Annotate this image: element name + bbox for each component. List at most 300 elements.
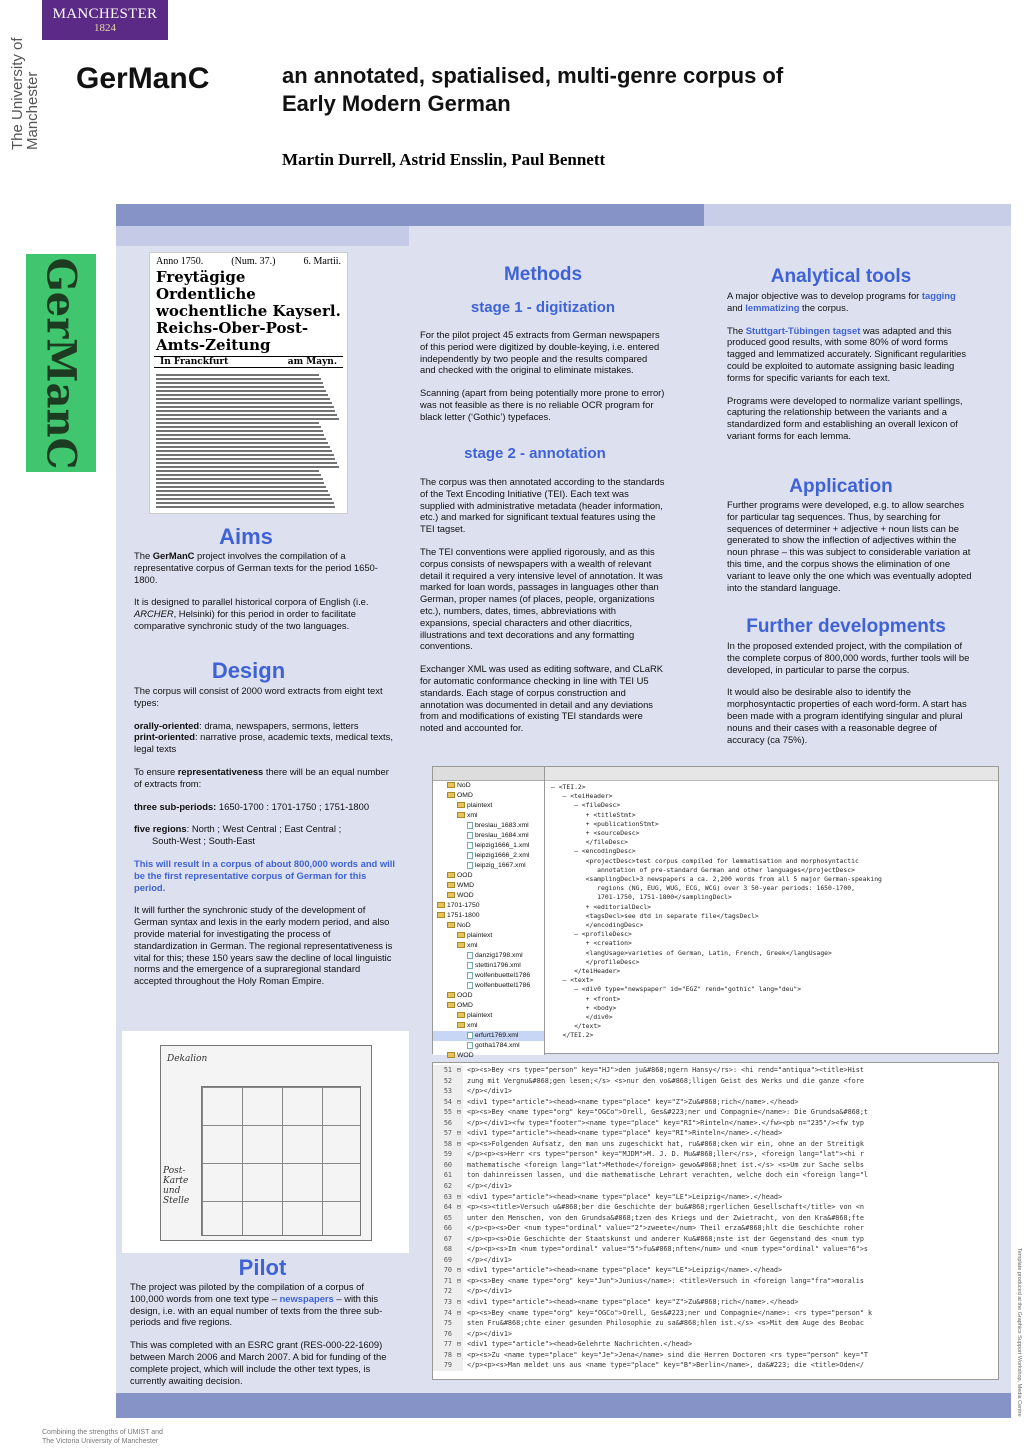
xml-line: + <creation> xyxy=(551,939,632,948)
file-icon xyxy=(467,832,473,839)
methods-heading: Methods xyxy=(503,264,583,285)
footer xyxy=(42,1428,163,1446)
folder-icon xyxy=(447,992,455,998)
file-icon xyxy=(467,982,473,989)
code-line xyxy=(433,1160,998,1171)
newspaper-line xyxy=(156,506,335,508)
line-number: 60 xyxy=(433,1160,455,1171)
tree-node-label: 1701-1750 xyxy=(447,902,480,909)
sub-band xyxy=(116,226,409,246)
folder-icon xyxy=(457,942,465,948)
tree-node-label: xml xyxy=(467,942,478,949)
fold-icon[interactable]: ⊟ xyxy=(456,1097,462,1106)
code-text: </p><p><s>Die Geschichte der Staatskunst und anderer Ku&#868;nste ist der Gegenstand des <num typ xyxy=(467,1234,864,1243)
tree-node-label: gotha1784.xml xyxy=(475,1042,520,1049)
folder-icon xyxy=(457,802,465,808)
line-number: 66 xyxy=(433,1223,455,1234)
germanc-badge xyxy=(26,254,96,472)
code-text: <div1 type="article"><head><name type="place" key="RI">Rinteln</name>.</head> xyxy=(467,1129,783,1138)
line-number: 77 xyxy=(433,1339,455,1350)
line-number: 57 xyxy=(433,1128,455,1139)
newspaper-line xyxy=(156,406,334,408)
folder-icon xyxy=(447,1002,455,1008)
tree-node-label: stettin1796.xml xyxy=(475,962,521,969)
code-line xyxy=(433,1213,998,1224)
xml-line: – <TEI.2> xyxy=(551,783,586,791)
file-icon xyxy=(467,972,473,979)
folder-icon xyxy=(457,1012,465,1018)
code-text: <p><s>Bey <rs type="person" key="HJ">den ju&#868;ngern Hansy</rs>: <hi rend="antiqua"><title>Hist xyxy=(467,1066,864,1074)
fold-icon[interactable]: ⊟ xyxy=(456,1203,462,1212)
xml-line: <projectDesc>test corpus compiled for lemmatisation and morphosyntactic xyxy=(551,856,859,865)
fold-icon[interactable]: ⊟ xyxy=(456,1108,462,1117)
newspaper-body-text xyxy=(150,368,347,514)
tree-node[interactable] xyxy=(433,1031,544,1041)
line-number: 71 xyxy=(433,1276,455,1287)
code-text: sten Fru&#868;chte einer gesunden Philosophie zu sa&#868;hlen ist.</s> <s>Mit dem Auge des Beobac xyxy=(467,1319,864,1328)
newspaper-line xyxy=(156,434,324,436)
newspaper-line xyxy=(156,450,332,452)
stage2-heading: stage 2 - annotation xyxy=(464,445,606,462)
fold-icon[interactable]: ⊟ xyxy=(456,1298,462,1307)
application-heading: Application xyxy=(789,476,893,497)
code-editor-screenshot xyxy=(432,1062,999,1380)
code-line xyxy=(433,1244,998,1255)
folder-icon xyxy=(447,882,455,888)
line-number: 51 xyxy=(433,1065,455,1076)
tree-node-label: OMD xyxy=(457,792,473,799)
fold-icon[interactable] xyxy=(455,1181,463,1192)
newspaper-line xyxy=(156,446,330,448)
tree-node-label: plaintext xyxy=(467,1012,493,1019)
file-icon xyxy=(467,962,473,969)
newspaper-line xyxy=(156,442,328,444)
code-line xyxy=(433,1297,998,1308)
code-line xyxy=(433,1192,998,1203)
folder-icon xyxy=(457,932,465,938)
line-number: 56 xyxy=(433,1118,455,1129)
tree-node-label: OMD xyxy=(457,1002,473,1009)
xml-line: </encodingDesc> xyxy=(551,921,644,930)
newspaper-line xyxy=(156,386,324,388)
xml-line: </div0> xyxy=(551,1013,613,1022)
code-text: <div1 type="article"><head><name type="place" key="LE">Leipzig</name>.</head> xyxy=(467,1266,783,1275)
newspaper-line xyxy=(156,454,334,456)
newspaper-line xyxy=(156,474,321,476)
tree-node[interactable] xyxy=(433,961,544,971)
tree-node-label: xml xyxy=(467,812,478,819)
newspaper-year: Anno 1750. xyxy=(156,256,204,267)
fold-icon[interactable]: ⊟ xyxy=(456,1192,462,1201)
xml-line: <samplingDecl>3 newspapers a ca. 2,200 words from all 5 major German-speaking xyxy=(551,875,882,884)
newspaper-line xyxy=(156,398,330,400)
xml-editor-screenshot xyxy=(432,766,999,1059)
file-icon xyxy=(467,1032,473,1039)
folder-icon xyxy=(447,892,455,898)
fold-icon[interactable] xyxy=(455,1213,463,1224)
code-line xyxy=(433,1097,998,1108)
folder-icon xyxy=(457,812,465,818)
newspaper-line xyxy=(156,402,332,404)
tree-node-label: breslau_1684.xml xyxy=(475,832,529,839)
newspaper-city-right: am Mayn. xyxy=(287,357,337,367)
newspaper-line xyxy=(156,422,319,424)
tree-node[interactable] xyxy=(433,931,544,941)
tree-node[interactable] xyxy=(433,991,544,1001)
tree-node[interactable] xyxy=(433,1011,544,1021)
fold-icon[interactable]: ⊟ xyxy=(456,1276,462,1285)
fold-icon[interactable]: ⊟ xyxy=(456,1066,462,1074)
tree-node[interactable] xyxy=(433,1001,544,1011)
xml-line: – <div0 type="newspaper" id="EGZ" rend="gothic" lang="deu"> xyxy=(551,985,802,994)
newspaper-line xyxy=(156,414,337,416)
file-icon xyxy=(467,1042,473,1049)
line-number: 64 xyxy=(433,1202,455,1213)
fold-icon[interactable] xyxy=(455,1086,463,1097)
newspaper-line xyxy=(156,438,326,440)
top-band-light xyxy=(704,204,1011,226)
fold-icon[interactable] xyxy=(455,1318,463,1329)
code-line xyxy=(433,1128,998,1139)
aims-text: The GerManC project involves the compilation of a representative corpus of German texts for the period 1650-1800. It is designed to parallel historical corpora of English (i.e. ARCHER, Helsinki) for this period in order to facilitate comparative synchronic study of the two languages. xyxy=(134,550,378,631)
fold-icon[interactable]: ⊟ xyxy=(456,1266,462,1275)
xml-line: + <publicationStmt> xyxy=(551,819,659,828)
xml-line: annotation of pre-standard German and other languages</projectDesc> xyxy=(551,865,855,874)
code-line xyxy=(433,1265,998,1276)
xml-line: – <teiHeader> xyxy=(551,792,613,801)
folder-icon xyxy=(447,922,455,928)
newspaper-line xyxy=(156,426,321,428)
tree-node[interactable] xyxy=(433,951,544,961)
tree-node-label: leipzig1666_1.xml xyxy=(475,842,530,849)
code-line xyxy=(433,1276,998,1287)
tree-node-label: danzig1798.xml xyxy=(475,952,523,959)
xml-line: + <titleStmt> xyxy=(551,810,636,819)
code-line xyxy=(433,1339,998,1350)
map-label-2: Post-Karte und Stelle xyxy=(163,1166,190,1206)
code-text: <div1 type="article"><head><name type="place" key="Z">Zu&#868;rich</name>.</head> xyxy=(467,1097,799,1106)
code-text: mathematische <foreign lang="lat">Methode</foreign> gewo&#868;hnet ist.</s> <s>Um zur Sache selbs xyxy=(467,1160,864,1169)
code-line xyxy=(433,1065,998,1076)
pilot-text: The project was piloted by the compilation of a corpus of 100,000 words from one text type – newspapers – with this design, i.e. with an equal number of texts from the three sub-periods and five regions. This was completed with an ESRC grant (RES-000-22-1609) between March 2006 and March 2007. A bid for funding of the complete project, which will include the other text types, is currently awaiting decision. xyxy=(130,1281,387,1386)
xml-line: – <fileDesc> xyxy=(551,801,621,810)
tree-node[interactable] xyxy=(433,841,544,851)
folder-icon xyxy=(447,872,455,878)
fold-icon[interactable] xyxy=(455,1160,463,1171)
fold-icon[interactable] xyxy=(455,1223,463,1234)
logo-line2: 1824 xyxy=(94,22,116,34)
line-number: 76 xyxy=(433,1329,455,1340)
tree-node-label: NoD xyxy=(457,782,471,789)
university-name-vertical: The University of Manchester xyxy=(9,37,41,150)
fold-icon[interactable]: ⊟ xyxy=(456,1139,462,1148)
tree-node-label: leipzig1666_2.xml xyxy=(475,852,530,859)
code-line xyxy=(433,1107,998,1118)
code-line xyxy=(433,1086,998,1097)
xml-line: + <body> xyxy=(551,1003,617,1012)
fold-icon[interactable] xyxy=(455,1118,463,1129)
historical-map-image xyxy=(122,1031,409,1253)
tree-node[interactable] xyxy=(433,1041,544,1051)
code-text: </p><p><s>Man meldet uns aus <name type="place" key="B">Berlin</name>, da&#223; die <title>Oden</ xyxy=(467,1361,864,1370)
code-text: </p><p><s>Im <num type="ordinal" value="5">fu&#868;nften</num> und <num type="ordinal" value="6">s xyxy=(467,1245,869,1254)
line-number: 70 xyxy=(433,1265,455,1276)
xml-line: + <editorialDecl> xyxy=(551,902,652,911)
code-line xyxy=(433,1118,998,1129)
map-label-1: Dekalion xyxy=(167,1054,208,1064)
pilot-heading: Pilot xyxy=(238,1255,287,1280)
newspaper-line xyxy=(156,490,328,492)
xml-toolbar xyxy=(545,767,998,781)
code-text: <p><s>Zu <name type="place" key="Je">Jena</name> sind die Herren Doctoren <rs type="person" key="T xyxy=(467,1350,869,1359)
line-number: 58 xyxy=(433,1139,455,1150)
line-number: 61 xyxy=(433,1170,455,1181)
tree-node[interactable] xyxy=(433,871,544,881)
tree-node[interactable] xyxy=(433,781,544,791)
fold-icon[interactable] xyxy=(455,1329,463,1340)
xml-view xyxy=(545,767,998,1053)
tree-node[interactable] xyxy=(433,811,544,821)
tree-node-label: WMD xyxy=(457,882,474,889)
xml-line: + <sourceDesc> xyxy=(551,829,640,838)
further-heading: Further developments xyxy=(746,616,946,637)
newspaper-num: (Num. 37.) xyxy=(231,256,276,267)
code-text: ton dahinreissen lassen, und die mathematische Lehrart verachten, welche doch ein <foreign lang="l xyxy=(467,1171,869,1180)
newspaper-title: Freytägige Ordentliche wochentliche Kayserl. Reichs-Ober-Post-Amts-Zeitung xyxy=(156,268,341,354)
folder-icon xyxy=(437,902,445,908)
xml-line: </TEI.2> xyxy=(551,1031,594,1040)
tree-node-label: WOD xyxy=(457,892,474,899)
university-logo xyxy=(42,0,168,40)
xml-line: <langUsage>varieties of German, Latin, French, Greek</langUsage> xyxy=(551,948,832,957)
tree-node[interactable] xyxy=(433,921,544,931)
map-grid xyxy=(201,1086,361,1236)
xml-line: <tagsDecl>see dtd in separate file</tagsDecl> xyxy=(551,911,759,920)
xml-line: – <text> xyxy=(551,976,594,985)
newspaper-line xyxy=(156,418,339,420)
code-line xyxy=(433,1149,998,1160)
stage1-text: For the pilot project 45 extracts from German newspapers of this period were digitized by double-keying, i.e. entered independently by two people and the results compared and checked with the original to eliminate mistakes. Scanning (apart from being potentially more prone to error) was not feasible as there is no reliable OCR program for black letter (‘Gothic’) typefaces. xyxy=(420,329,665,422)
tree-node[interactable] xyxy=(433,881,544,891)
newspaper-line xyxy=(156,394,328,396)
newspaper-image xyxy=(149,252,348,514)
tree-node[interactable] xyxy=(433,911,544,921)
xml-line: </text> xyxy=(551,1022,602,1031)
further-text: In the proposed extended project, with the compilation of the complete corpus of 800,000 words, further tools will be developed, in particular to parse the corpus. It would also be desirable also to identify the morphosyntactic properties of each word-form. A start has been made with a program identifying singular and plural nouns and their cases with a reasonable degree of accuracy (ca 75%). xyxy=(727,640,970,745)
code-text: <p><s>Folgenden Aufsatz, den man uns zugeschickt hat, ru&#868;cken wir ein, ohne an der Streitigk xyxy=(467,1139,864,1148)
newspaper-line xyxy=(156,390,326,392)
logo-line1: MANCHESTER xyxy=(52,6,158,22)
tree-node[interactable] xyxy=(433,971,544,981)
file-icon xyxy=(467,842,473,849)
tree-node-label: breslau_1683.xml xyxy=(475,822,529,829)
line-number: 72 xyxy=(433,1286,455,1297)
folder-icon xyxy=(447,1052,455,1058)
line-number: 59 xyxy=(433,1149,455,1160)
side-credit-text: Template produced at the Graphics Support Workshop, Media Centre xyxy=(1016,1248,1022,1417)
line-number: 68 xyxy=(433,1244,455,1255)
tree-node-label: xml xyxy=(467,1022,478,1029)
code-line xyxy=(433,1308,998,1319)
newspaper-line xyxy=(156,462,337,464)
file-icon xyxy=(467,952,473,959)
fold-icon[interactable]: ⊟ xyxy=(456,1340,462,1349)
fold-icon[interactable]: ⊟ xyxy=(456,1129,462,1138)
newspaper-date: 6. Martii. xyxy=(303,256,341,267)
code-line xyxy=(433,1223,998,1234)
authors: Martin Durrell, Astrid Ensslin, Paul Bennett xyxy=(282,150,606,169)
code-text: </p><p><s>Herr <rs type="person" key="MJDM">M. J. D. Mu&#868;ller</rs>, <foreign lang="lat"><hi r xyxy=(467,1150,864,1159)
folder-icon xyxy=(437,912,445,918)
fold-icon[interactable]: ⊟ xyxy=(456,1350,462,1359)
line-number: 55 xyxy=(433,1107,455,1118)
line-number: 69 xyxy=(433,1255,455,1266)
newspaper-line xyxy=(156,486,326,488)
code-text: <p><s><title>Versuch u&#868;ber die Geschichte der bu&#868;rgerlichen Gesellschaft</title> von <n xyxy=(467,1203,864,1212)
newspaper-line xyxy=(156,478,323,480)
tree-node-label: OOD xyxy=(457,872,473,879)
newspaper-line xyxy=(156,410,335,412)
code-line xyxy=(433,1318,998,1329)
code-text: </p></div1> xyxy=(467,1087,513,1096)
fold-icon[interactable] xyxy=(455,1170,463,1181)
newspaper-line xyxy=(156,458,335,460)
tree-node-label: plaintext xyxy=(467,802,493,809)
file-icon xyxy=(467,852,473,859)
code-line xyxy=(433,1202,998,1213)
newspaper-line xyxy=(156,498,332,500)
fold-icon[interactable] xyxy=(455,1149,463,1160)
tree-node[interactable] xyxy=(433,861,544,871)
newspaper-line xyxy=(156,482,324,484)
code-text: </p></div1> xyxy=(467,1255,513,1264)
tree-node-label: WOD xyxy=(457,1052,474,1059)
fold-icon[interactable] xyxy=(455,1076,463,1087)
code-text: </p></div1> xyxy=(467,1182,513,1191)
tree-node[interactable] xyxy=(433,1051,544,1061)
xml-line: 1701-1750, 1751-1800</samplingDecl> xyxy=(551,893,732,902)
code-text: </p><p><s>Der <num type="ordinal" value="2">zweete</num> Theil erza&#868;hlt die Geschichte roher xyxy=(467,1224,864,1233)
stage1-heading: stage 1 - digitization xyxy=(470,299,616,316)
footer-line2: The Victoria University of Manchester xyxy=(42,1438,159,1445)
code-text: </p></div1> xyxy=(467,1329,513,1338)
analytical-heading: Analytical tools xyxy=(770,266,912,287)
xml-line: </teiHeader> xyxy=(551,967,621,976)
brand-title: GerManC xyxy=(76,62,210,95)
code-text: </p></div1><fw type="footer"><name type="place" key="RI">Rinteln</name>.</fw><pb n="235"/><fw typ xyxy=(467,1118,864,1127)
application-text: Further programs were developed, e.g. to allow searches for particular tag sequences. Thus, by searching for sequences of determiner + adjective + noun lists can be generated to show the inflection of adjectives within the noun phrase – this was subject to considerable variation at this time, and the corpus shows the elimination of one variant to leave only the one which was eventually adopted into the standard language. xyxy=(727,499,972,593)
code-line xyxy=(433,1139,998,1150)
fold-icon[interactable] xyxy=(455,1234,463,1245)
fold-icon[interactable] xyxy=(455,1286,463,1297)
footer-line1: Combining the strengths of UMIST and xyxy=(42,1429,163,1436)
code-line xyxy=(433,1360,998,1371)
newspaper-line xyxy=(156,502,334,504)
tree-node-label: 1751-1800 xyxy=(447,912,480,919)
xml-line: – <profileDesc> xyxy=(551,930,632,939)
tree-node[interactable] xyxy=(433,821,544,831)
tree-node[interactable] xyxy=(433,981,544,991)
tree-node[interactable] xyxy=(433,801,544,811)
newspaper-line xyxy=(156,374,319,376)
fold-icon[interactable]: ⊟ xyxy=(456,1308,462,1317)
fold-icon[interactable] xyxy=(455,1244,463,1255)
code-line xyxy=(433,1286,998,1297)
tree-node[interactable] xyxy=(433,891,544,901)
stage2-text: The corpus was then annotated according to the standards of the Text Encoding Initiative (TEI). Each text was supplied with administrative metadata (header information, etc.) and marked for significant textual features using the TEI tagset. The TEI conventions were applied rigorously, and as this corpus consists of newspapers with a wealth of relevant detail it required a very intensive level of annotation. It was marked for loan words, passages in languages other than German, proper names (of places, people, organizations etc.), numbers, dates, times, abbreviations with expansions, special characters and other diacritics, illustrations and text decorations and any formatting conventions. Exchanger XML was used as editing software, and CLaRK for automatic conformance checking in line with TEI U5 standards. Each stage of corpus construction and annotation was documented in detail and any deviations from and modifications of existing TEI standards were noted and accounted for. xyxy=(420,476,665,734)
xml-line: – <encodingDesc> xyxy=(551,847,636,856)
code-text: <p><s>Bey <name type="org" key="OGCo">Orell, Ges&#223;ner und Compagnie</name>: Die Grundsa&#868;t xyxy=(467,1108,869,1117)
analytical-text: A major objective was to develop programs for tagging and lemmatizing the corpus. The Stuttgart-Tübingen tagset was adapted and this produced good results, with some 80% of word forms tagged and lemmatized accurately. Significant regularities could be exploited to automate assigning basic leading forms for specific variants for each text. Programs were developed to normalize variant spellings, capturing the relationship between the variants and a standardized form and establishing an overall lexicon of variant forms for each lemma. xyxy=(727,290,967,441)
tree-node-label: wolfenbuettel1786 xyxy=(475,972,531,979)
newspaper-line xyxy=(156,494,330,496)
code-line xyxy=(433,1329,998,1340)
tree-node[interactable] xyxy=(433,831,544,841)
tree-node[interactable] xyxy=(433,901,544,911)
code-text: <div1 type="article"><head>Gelehrte Nachrichten.</head> xyxy=(467,1340,693,1349)
line-number: 79 xyxy=(433,1360,455,1371)
code-line xyxy=(433,1255,998,1266)
fold-icon[interactable] xyxy=(455,1255,463,1266)
tree-toolbar xyxy=(433,767,544,781)
code-line xyxy=(433,1170,998,1181)
tree-node[interactable] xyxy=(433,851,544,861)
code-text: zung mit Vergnu&#868;gen lesen;</s> <s>nur den vo&#868;lligen Geist des Werks und die ganze <fore xyxy=(467,1076,864,1085)
xml-line: + <front> xyxy=(551,994,621,1003)
code-line xyxy=(433,1234,998,1245)
tree-node-label: wolfenbuettel1786 xyxy=(475,982,531,989)
code-line xyxy=(433,1350,998,1361)
code-line xyxy=(433,1181,998,1192)
line-number: 74 xyxy=(433,1308,455,1319)
line-number: 65 xyxy=(433,1213,455,1224)
folder-icon xyxy=(457,1022,465,1028)
tree-node[interactable] xyxy=(433,941,544,951)
line-number: 54 xyxy=(433,1097,455,1108)
code-text: </p></div1> xyxy=(467,1287,513,1296)
side-credit xyxy=(1014,1248,1024,1417)
fold-icon[interactable] xyxy=(455,1360,463,1371)
design-text: The corpus will consist of 2000 word extracts from eight text types: orally-oriented: drama, newspapers, sermons, letters print-oriented: narrative prose, academic texts, medical texts, legal texts To ensure representativeness there will be an equal number of extracts from: three sub-periods: 1650-1700 : 1701-1750 ; 1751-1800 five regions: North ; West Central ; East Central ; South-West ; South-East This will result in a corpus of about 800,000 words and will be the first representative corpus of German for this period. It will further the synchronic study of the development of German syntax and lexis in the early modern period, and also provide material for investigating the process of standardization in German. The regional representativeness is vital for this; these 150 years saw the decline of local linguistic norms and the emergence of a supraregional standard accepted throughout the Holy Roman Empire. xyxy=(134,685,395,987)
design-heading: Design xyxy=(211,658,286,683)
code-text: unter den Menschen, von den Grundsa&#868;tzen des Kriegs und der Zwietracht, von den Kra&#868;fte xyxy=(467,1213,864,1222)
tree-node-label: plaintext xyxy=(467,932,493,939)
file-icon xyxy=(467,862,473,869)
newspaper-city-left: In Franckfurt xyxy=(160,357,229,367)
newspaper-line xyxy=(156,382,323,384)
xml-line: regions (NG, EUG, WUG, ECG, WCG) over 3 50-year periods: 1650-1700, xyxy=(551,884,855,893)
tree-node-label: NoD xyxy=(457,922,471,929)
folder-icon xyxy=(447,792,455,798)
line-number: 62 xyxy=(433,1181,455,1192)
line-number: 67 xyxy=(433,1234,455,1245)
code-text: <div1 type="article"><head><name type="place" key="LE">Leipzig</name>.</head> xyxy=(467,1192,783,1201)
tree-node[interactable] xyxy=(433,791,544,801)
line-number: 73 xyxy=(433,1297,455,1308)
xml-line: </fileDesc> xyxy=(551,838,628,847)
line-number: 63 xyxy=(433,1192,455,1203)
file-icon xyxy=(467,822,473,829)
tree-node[interactable] xyxy=(433,1021,544,1031)
aims-heading: Aims xyxy=(219,524,273,549)
newspaper-line xyxy=(156,430,323,432)
tree-node-label: leipzig_1667.xml xyxy=(475,862,526,869)
newspaper-line xyxy=(156,378,321,380)
newspaper-line xyxy=(156,470,319,472)
folder-icon xyxy=(447,782,455,788)
poster-title: an annotated, spatialised, multi-genre corpus of Early Modern German xyxy=(282,63,784,116)
code-text: <p><s>Bey <name type="org" key="OGCo">Orell, Ges&#223;ner und Compagnie</name>: <rs type="person" k xyxy=(467,1308,873,1317)
